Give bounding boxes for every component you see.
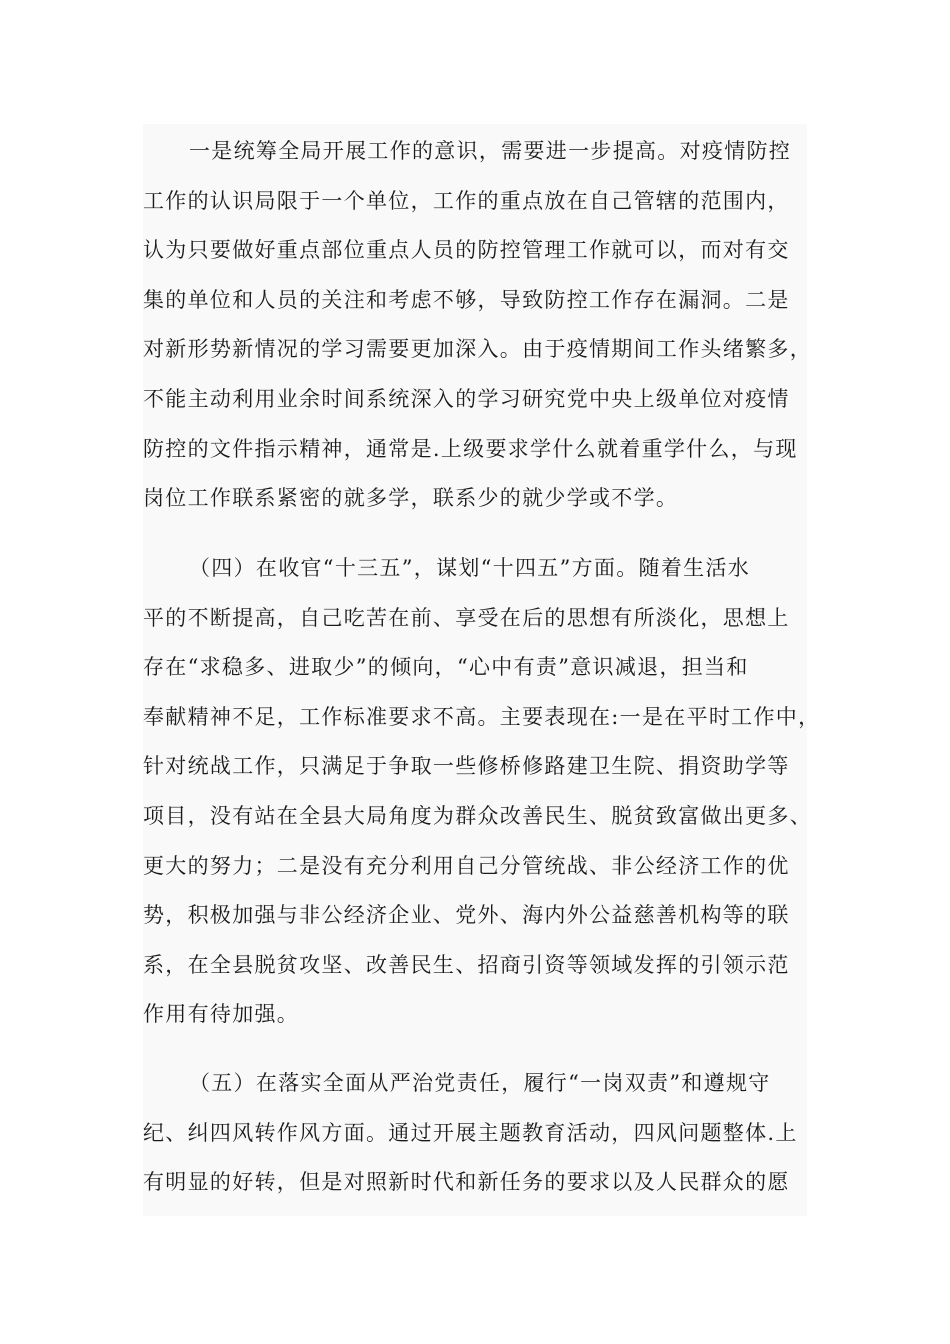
paragraph-line: 认为只要做好重点部位重点人员的防控管理工作就可以，而对有交	[143, 238, 790, 263]
paragraph-line: 岗位工作联系紧密的就多学，联系少的就少学或不学。	[143, 486, 679, 511]
text-block	[143, 124, 821, 1216]
paragraph-line: 对新形势新情况的学习需要更加深入。由于疫情期间工作头绪繁多，	[143, 337, 812, 362]
paragraph-line: 针对统战工作，只满足于争取一些修桥修路建卫生院、捐资助学等	[143, 754, 790, 779]
paragraph-line: 防控的文件指示精神，通常是.上级要求学什么就着重学什么，与现	[143, 436, 798, 461]
paragraph-line: 工作的认识局限于一个单位，工作的重点放在自己管辖的范围内，	[143, 188, 790, 213]
paragraph-line: 平的不断提高，自己吃苦在前、享受在后的思想有所淡化，思想上	[143, 605, 790, 630]
paragraph-2	[143, 544, 823, 1040]
paragraph-line: 有明显的好转，但是对照新时代和新任务的要求以及人民群众的愿	[143, 1170, 790, 1195]
paragraph-line: 存在“求稳多、进取少”的倾向，“心中有责”意识减退，担当和	[143, 655, 749, 680]
paragraph-line: 项目，没有站在全县大局角度为群众改善民生、脱贫致富做出更多、	[143, 803, 812, 828]
paragraph-line: 系，在全县脱贫攻坚、改善民生、招商引资等领域发挥的引领示范	[143, 952, 790, 977]
paragraph-1	[143, 127, 823, 524]
paragraph-line: 一是统筹全局开展工作的意识，需要进一步提高。对疫情防控	[189, 139, 792, 163]
paragraph-line: 纪、纠四风转作风方面。通过开展主题教育活动，四风问题整体.上	[143, 1120, 798, 1145]
paragraph-line: 势，积极加强与非公经济企业、党外、海内外公益慈善机构等的联	[143, 903, 790, 928]
paragraph-3	[143, 1059, 823, 1208]
paragraph-line: 更大的努力；二是没有充分利用自己分管统战、非公经济工作的优	[143, 853, 790, 878]
paragraph-line: （四）在收官“十三五”，谋划“十四五”方面。随着生活水	[189, 556, 751, 580]
paragraph-line: 不能主动利用业余时间系统深入的学习研究党中央上级单位对疫情	[143, 386, 790, 411]
paragraph-line: （五）在落实全面从严治党责任，履行“一岗双责”和遵规守	[189, 1071, 771, 1095]
paragraph-line: 集的单位和人员的关注和考虑不够，导致防控工作存在漏洞。二是	[143, 287, 790, 312]
paragraph-line: 作用有待加强。	[143, 1002, 300, 1027]
paragraph-line: 奉献精神不足，工作标准要求不高。主要表现在:一是在平时工作中，	[143, 704, 821, 729]
